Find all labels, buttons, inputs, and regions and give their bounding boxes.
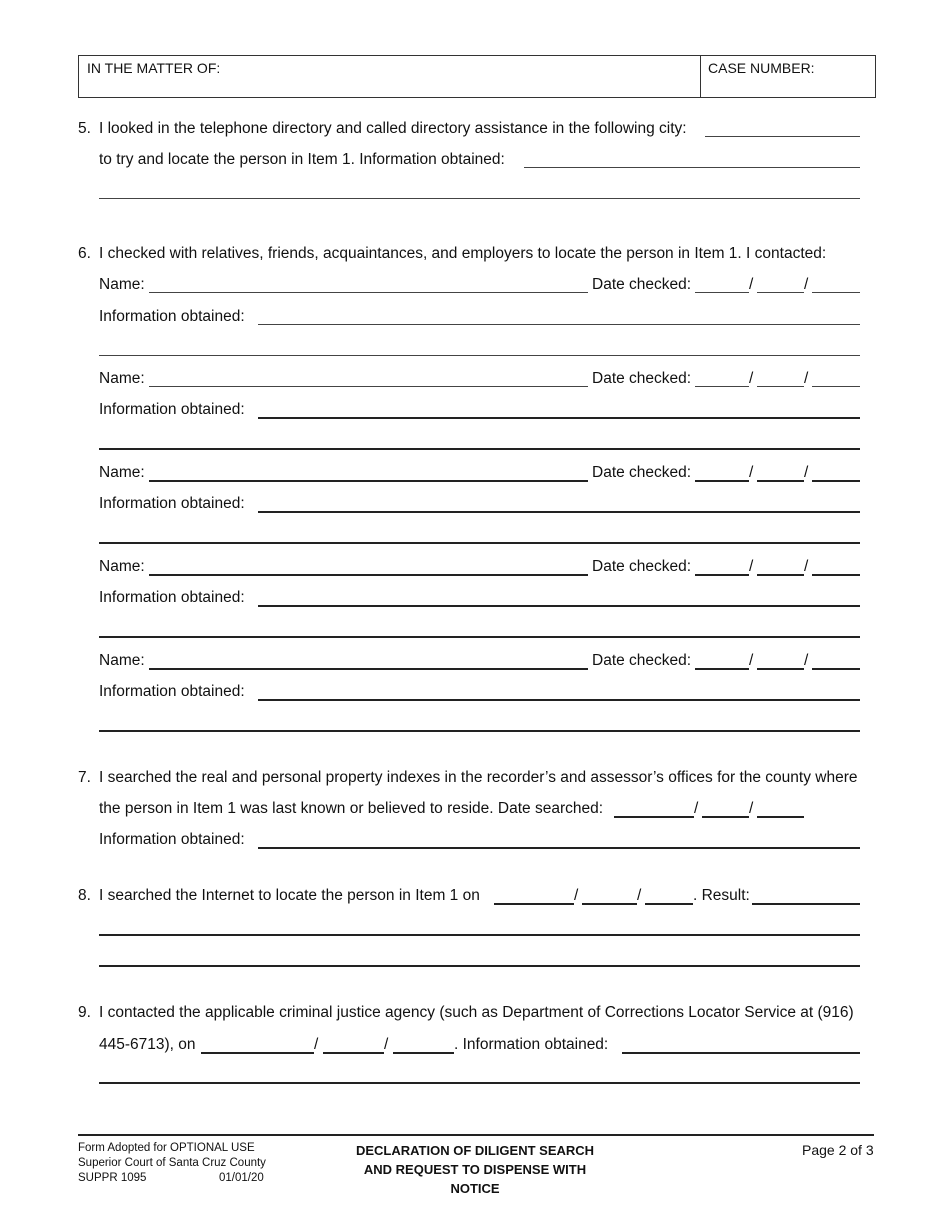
item5-info-field-2[interactable] <box>99 198 860 199</box>
date-month-field[interactable] <box>695 668 749 670</box>
item9-info-field[interactable] <box>622 1052 860 1054</box>
date-slash: / <box>637 887 642 904</box>
item8-result-label: . Result: <box>693 887 750 904</box>
matter-label: IN THE MATTER OF: <box>87 60 221 76</box>
info-label: Information obtained: <box>99 683 245 700</box>
info-field-2[interactable] <box>99 730 860 732</box>
item8-result-field-2[interactable] <box>99 934 860 936</box>
name-label: Name: <box>99 370 145 387</box>
info-label: Information obtained: <box>99 495 245 512</box>
date-checked-label: Date checked: <box>592 558 692 575</box>
internet-date-month-field[interactable] <box>494 903 574 905</box>
item5-line2: to try and locate the person in Item 1. Information obtained: <box>99 151 505 168</box>
date-year-field[interactable] <box>812 574 860 576</box>
footer-court: Superior Court of Santa Cruz County <box>78 1157 266 1169</box>
search-date-year-field[interactable] <box>757 816 804 818</box>
item9-info-label: . Information obtained: <box>454 1036 609 1053</box>
date-day-field[interactable] <box>757 386 804 387</box>
info-field[interactable] <box>258 699 860 701</box>
date-year-field[interactable] <box>812 386 860 387</box>
name-field[interactable] <box>149 386 588 387</box>
date-checked-label: Date checked: <box>592 276 692 293</box>
item6-number: 6. <box>78 245 91 262</box>
info-field-2[interactable] <box>99 636 860 638</box>
info-field-2[interactable] <box>99 448 860 450</box>
date-slash: / <box>749 276 754 293</box>
name-field[interactable] <box>149 480 588 482</box>
info-field-2[interactable] <box>99 355 860 356</box>
date-slash: / <box>574 887 579 904</box>
footer-rule <box>78 1134 874 1136</box>
date-day-field[interactable] <box>757 292 804 293</box>
form-title <box>330 1141 620 1198</box>
caption-divider <box>700 56 701 97</box>
info-field[interactable] <box>258 605 860 607</box>
info-field[interactable] <box>258 417 860 419</box>
date-year-field[interactable] <box>812 292 860 293</box>
item7-info-field[interactable] <box>258 847 860 849</box>
item7-line1: I searched the real and personal property indexes in the recorder’s and assessor’s offices for the county where <box>99 769 858 786</box>
form-title-line3: NOTICE <box>450 1181 500 1196</box>
date-month-field[interactable] <box>695 386 749 387</box>
agency-date-month-field[interactable] <box>201 1052 314 1054</box>
name-label: Name: <box>99 558 145 575</box>
item7-number: 7. <box>78 769 91 786</box>
date-day-field[interactable] <box>757 480 804 482</box>
name-label: Name: <box>99 276 145 293</box>
name-label: Name: <box>99 464 145 481</box>
form-title-line1: DECLARATION OF DILIGENT SEARCH <box>355 1143 595 1158</box>
date-year-field[interactable] <box>812 668 860 670</box>
item9-line2: 445-6713), on <box>99 1036 196 1053</box>
form-title-line2: AND REQUEST TO DISPENSE WITH <box>363 1162 587 1177</box>
item8-result-field-3[interactable] <box>99 965 860 967</box>
info-field[interactable] <box>258 511 860 513</box>
date-slash: / <box>804 370 809 387</box>
footer-date: 01/01/20 <box>219 1172 264 1184</box>
item7-info-label: Information obtained: <box>99 831 245 848</box>
agency-date-year-field[interactable] <box>393 1052 454 1054</box>
item5-city-field[interactable] <box>705 136 860 137</box>
date-day-field[interactable] <box>757 574 804 576</box>
date-day-field[interactable] <box>757 668 804 670</box>
item9-number: 9. <box>78 1004 91 1021</box>
name-label: Name: <box>99 652 145 669</box>
item6-intro: I checked with relatives, friends, acquaintances, and employers to locate the person in Item 1. I contacted: <box>99 245 827 262</box>
item9-line1: I contacted the applicable criminal justice agency (such as Department of Corrections Locator Service at (916) <box>99 1004 854 1021</box>
item5-line1: I looked in the telephone directory and called directory assistance in the following city: <box>99 120 687 137</box>
item5-number: 5. <box>78 120 91 137</box>
date-slash: / <box>314 1036 319 1053</box>
info-label: Information obtained: <box>99 589 245 606</box>
info-label: Information obtained: <box>99 401 245 418</box>
date-month-field[interactable] <box>695 480 749 482</box>
date-month-field[interactable] <box>695 574 749 576</box>
item8-result-field[interactable] <box>752 903 860 905</box>
item8-number: 8. <box>78 887 91 904</box>
internet-date-year-field[interactable] <box>645 903 693 905</box>
date-slash: / <box>749 652 754 669</box>
name-field[interactable] <box>149 574 588 576</box>
case-number-label: CASE NUMBER: <box>708 60 815 76</box>
date-slash: / <box>804 558 809 575</box>
date-checked-label: Date checked: <box>592 464 692 481</box>
date-slash: / <box>804 652 809 669</box>
date-checked-label: Date checked: <box>592 370 692 387</box>
name-field[interactable] <box>149 292 588 293</box>
date-slash: / <box>749 464 754 481</box>
date-slash: / <box>804 464 809 481</box>
internet-date-day-field[interactable] <box>582 903 637 905</box>
item5-info-field[interactable] <box>524 167 860 168</box>
name-field[interactable] <box>149 668 588 670</box>
date-slash: / <box>749 558 754 575</box>
date-month-field[interactable] <box>695 292 749 293</box>
item9-info-field-2[interactable] <box>99 1082 860 1084</box>
date-checked-label: Date checked: <box>592 652 692 669</box>
date-slash: / <box>749 800 754 817</box>
agency-date-day-field[interactable] <box>323 1052 384 1054</box>
info-field[interactable] <box>258 324 860 325</box>
search-date-day-field[interactable] <box>702 816 749 818</box>
caption-box <box>78 55 876 98</box>
date-year-field[interactable] <box>812 480 860 482</box>
date-slash: / <box>384 1036 389 1053</box>
footer-adopted: Form Adopted for OPTIONAL USE <box>78 1142 255 1154</box>
search-date-month-field[interactable] <box>614 816 694 818</box>
page-number: Page 2 of 3 <box>802 1142 874 1158</box>
date-slash: / <box>804 276 809 293</box>
date-slash: / <box>749 370 754 387</box>
info-field-2[interactable] <box>99 542 860 544</box>
footer-form-id: SUPPR 1095 <box>78 1172 147 1184</box>
date-slash: / <box>694 800 699 817</box>
info-label: Information obtained: <box>99 308 245 325</box>
item7-line2: the person in Item 1 was last known or believed to reside. Date searched: <box>99 800 604 817</box>
item8-line1: I searched the Internet to locate the person in Item 1 on <box>99 887 480 904</box>
